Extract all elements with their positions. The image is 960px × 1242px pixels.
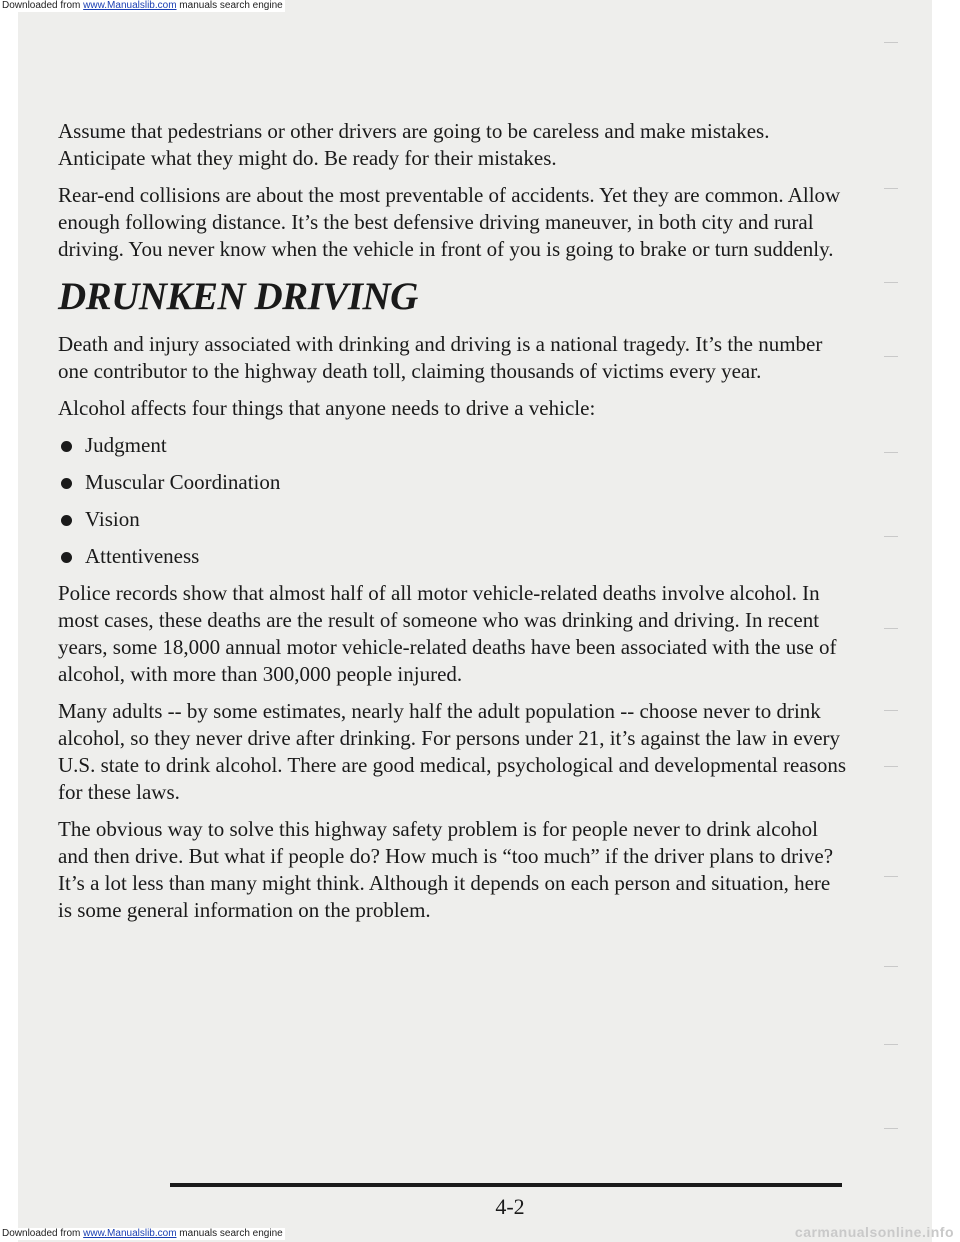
margin-tick [884,42,898,43]
download-note-top [0,0,285,12]
margin-tick [884,710,898,711]
download-note-suffix: manuals search engine [176,0,283,11]
margin-tick [884,1044,898,1045]
download-note-bottom [0,1228,285,1240]
list-item: Judgment [58,432,848,459]
paragraph-pedestrians: Assume that pedestrians or other drivers are going to be careless and make mistakes. Anticipate what they might do. Be ready for their mistakes. [58,119,770,170]
margin-tick [884,876,898,877]
margin-tick [884,356,898,357]
margin-tick [884,1128,898,1129]
margin-tick [884,536,898,537]
section-title: DRUNKEN DRIVING [58,275,418,318]
margin-tick [884,188,898,189]
paragraph-obvious-way: The obvious way to solve this highway safety problem is for people never to drink alcohol and then drive. But what if people do? How much is “too much” if the driver plans to drive? It’s a lot less than many might think. Although it depends on each person and situation, here is some general information on the problem. [58,817,834,922]
paragraph-death-injury: Death and injury associated with drinking and driving is a national tragedy. It’s the number one contributor to the highway death toll, claiming thousands of victims every year. [58,332,823,383]
right-margin [932,0,960,1242]
paragraph-many-adults: Many adults -- by some estimates, nearly half the adult population -- choose never to drink alcohol, so they never drive after drinking. For persons under 21, it’s against the law in every U.S. state to drink alcohol. There are good medical, psychological and developmental reasons for these laws. [58,699,847,804]
download-note-suffix: manuals search engine [176,1228,283,1239]
download-note-prefix: Downloaded from [2,1228,84,1239]
left-gutter [0,0,18,1242]
download-note-prefix: Downloaded from [2,0,84,11]
carmanualsonline-watermark: carmanualsonline.info [794,1224,954,1240]
page-content [58,118,848,934]
manualslib-link[interactable]: www.Manualslib.com [83,0,177,11]
list-item: Vision [58,506,848,533]
paragraph-rear-end: Rear-end collisions are about the most preventable of accidents. Yet they are common. Allow enough following distance. It’s the best defensive driving maneuver, in both city and rural driving. You never know when the vehicle in front of you is going to brake or turn suddenly. [58,183,841,261]
paragraph-police-records: Police records show that almost half of all motor vehicle-related deaths involve alcohol. In most cases, these deaths are the result of someone who was drinking and driving. In recent years, some 18,000 annual motor vehicle-related deaths have been associated with the use of alcohol, with more than 300,000 people injured. [58,581,837,686]
manualslib-link[interactable]: www.Manualslib.com [83,1228,177,1239]
list-item: Muscular Coordination [58,469,848,496]
margin-tick [884,282,898,283]
margin-tick [884,766,898,767]
margin-tick [884,452,898,453]
page-number: 4-2 [495,1194,525,1219]
list-item: Attentiveness [58,543,848,570]
margin-tick [884,966,898,967]
footer-rule [170,1183,842,1187]
paragraph-alcohol-affects: Alcohol affects four things that anyone needs to drive a vehicle: [58,396,596,420]
margin-tick [884,628,898,629]
alcohol-effects-list [58,432,848,570]
